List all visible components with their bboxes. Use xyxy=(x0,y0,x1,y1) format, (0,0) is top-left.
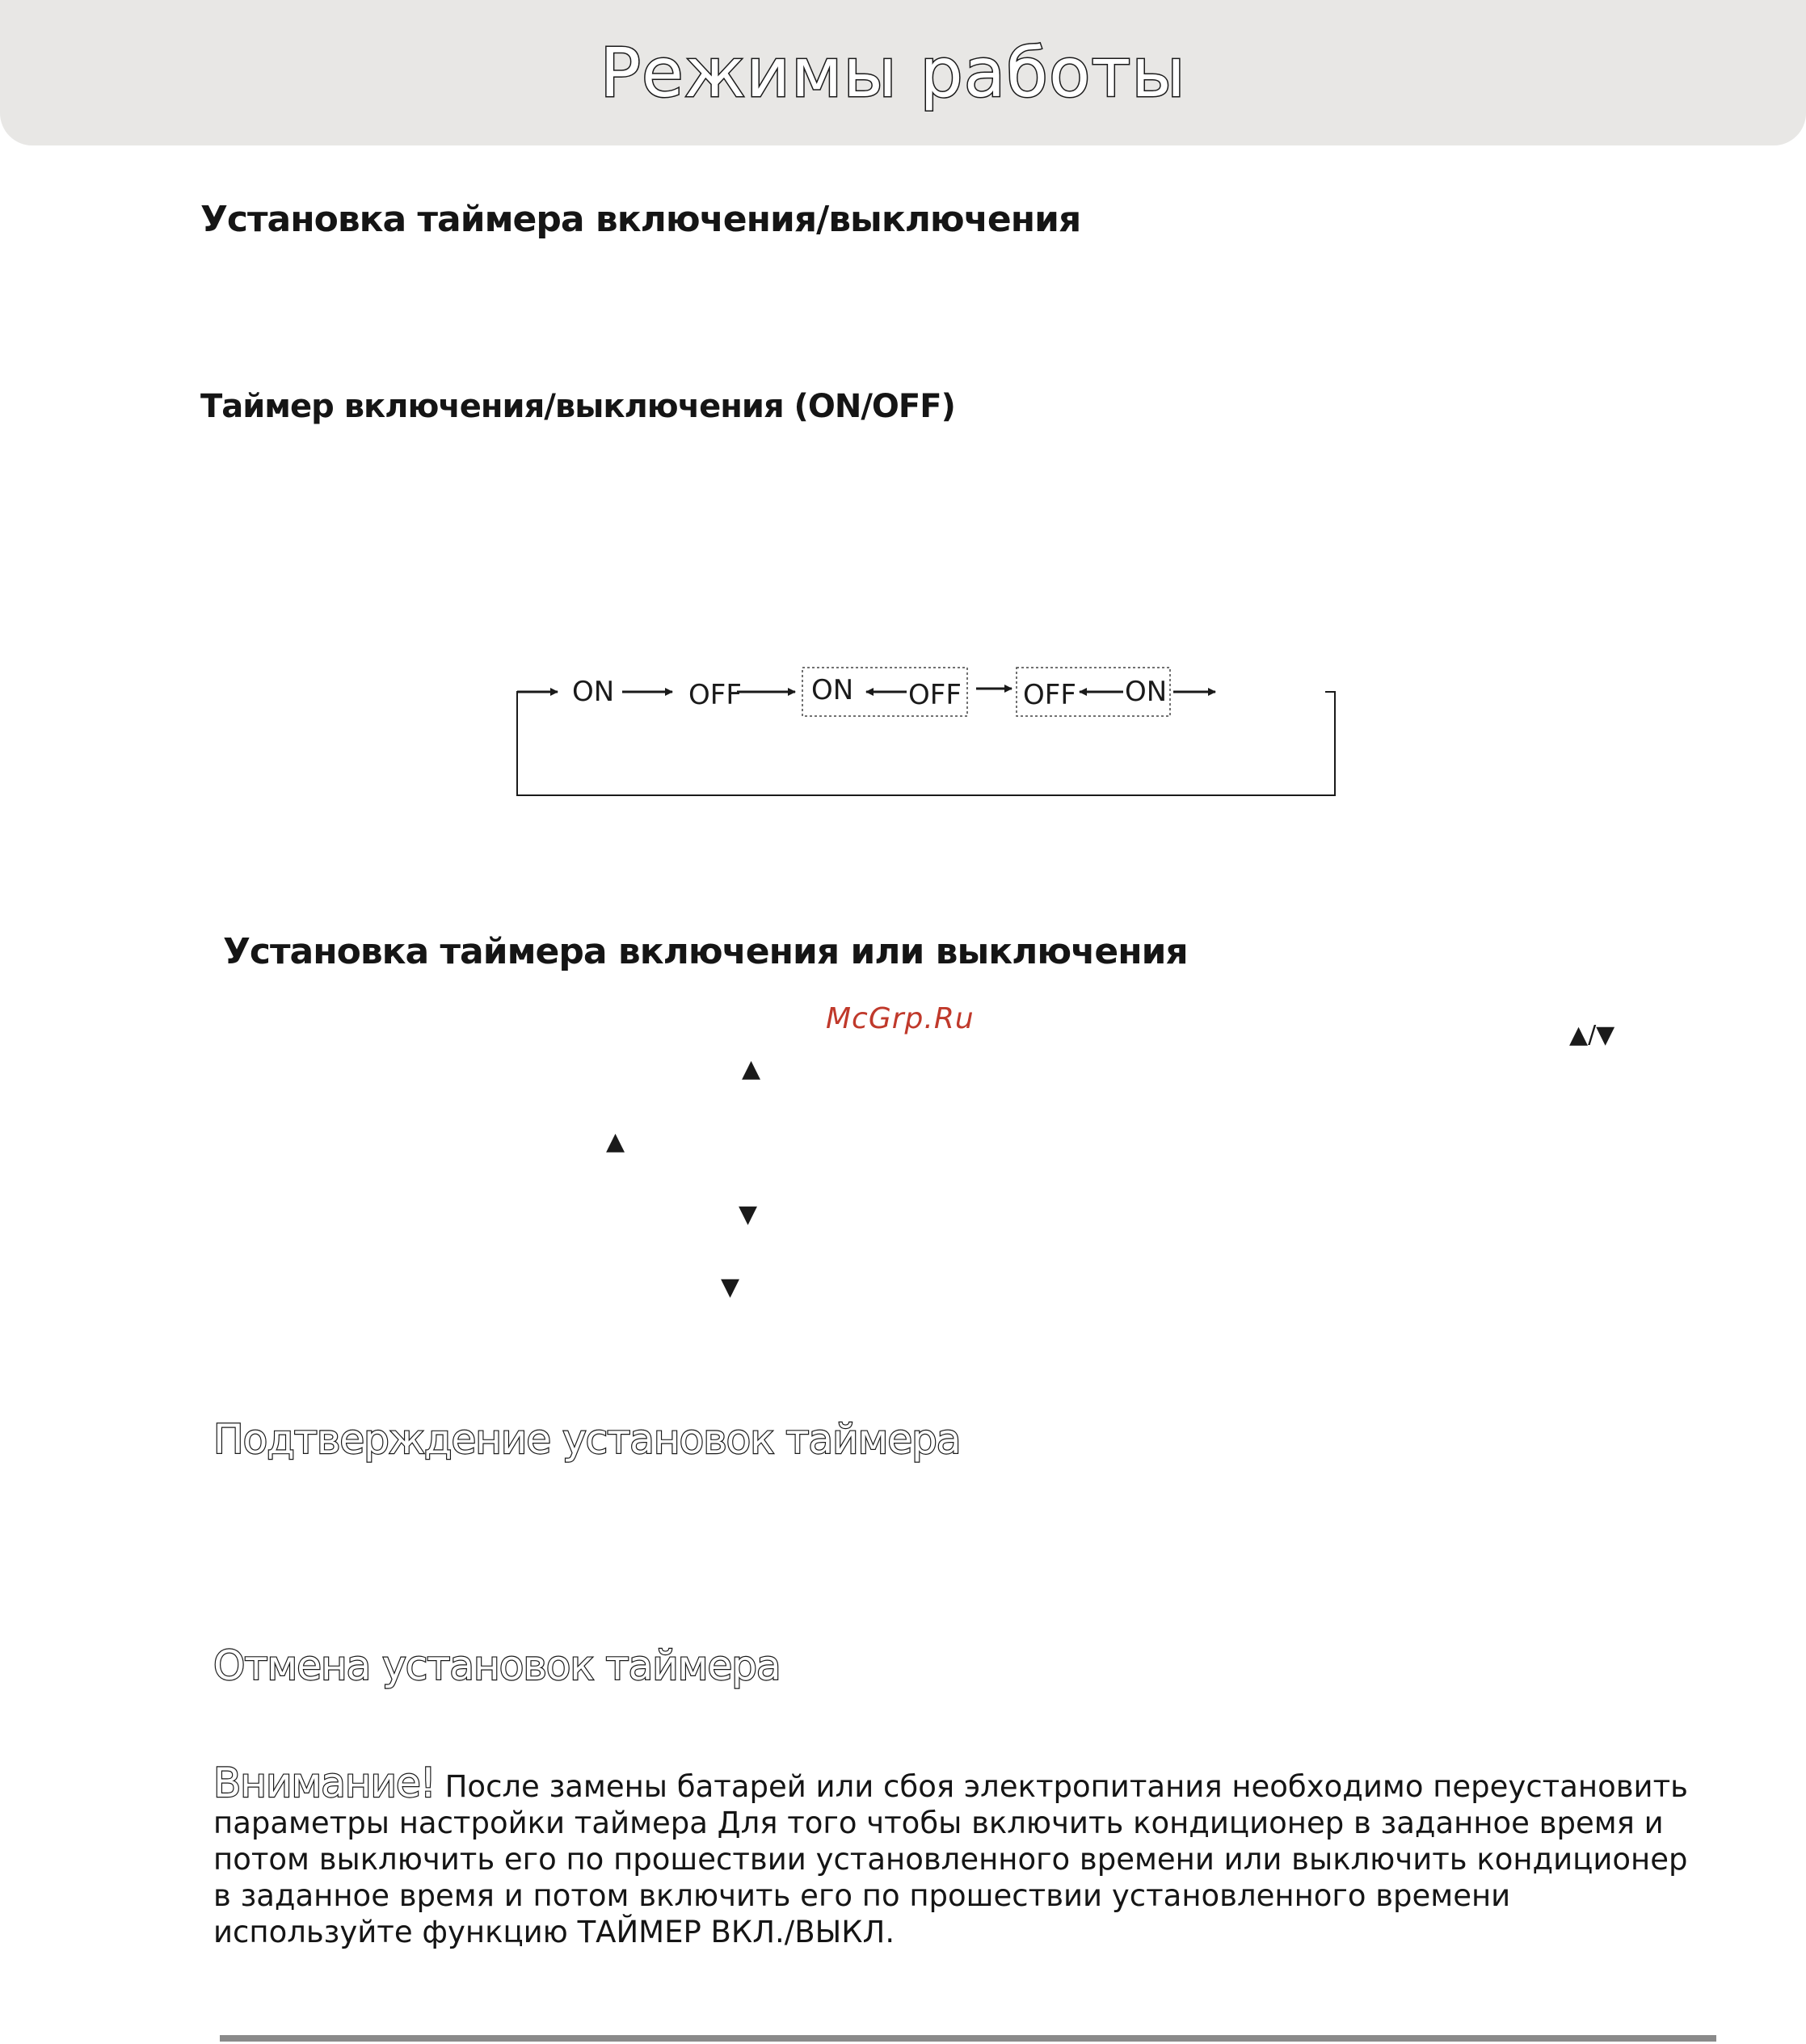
diagram-on-label: ON xyxy=(572,676,615,708)
warning-label: Внимание! xyxy=(213,1760,436,1806)
heading-timer-on-off: Таймер включения/выключения (ON/OFF) xyxy=(200,388,955,425)
down-triangle-icon: ▼ xyxy=(721,1273,740,1301)
bottom-divider xyxy=(220,2035,1716,2042)
diagram-off-label: OFF xyxy=(688,679,742,711)
up-triangle-icon: ▲ xyxy=(606,1127,625,1156)
page-title: Режимы работы xyxy=(600,33,1186,112)
box1-off-label: OFF xyxy=(908,679,962,711)
box2-on-label: ON xyxy=(1125,676,1168,708)
box2-off-label: OFF xyxy=(1023,679,1076,711)
up-down-arrows-icon: ▲/▼ xyxy=(1569,1021,1615,1049)
heading-timer-on-or-off: Установка таймера включения или выключения xyxy=(223,931,1188,972)
down-triangle-icon: ▼ xyxy=(739,1200,758,1229)
up-triangle-icon: ▲ xyxy=(742,1055,761,1083)
heading-timer-setup: Установка таймера включения/выключения xyxy=(200,199,1081,240)
warning-text: После замены батарей или сбоя электропитания необходимо переустановить параметры настройки таймера Для того чтобы включить кондиционер в заданное время и потом выключить его по прошествии установленного времени или выключить кондиционер в заданное время и потом включить его по прошествии установленного времени используйте функцию ТАЙМЕР ВКЛ./ВЫКЛ. xyxy=(213,1769,1688,1949)
timer-cycle-diagram xyxy=(501,663,1341,808)
heading-cancel-timer: Отмена установок таймера xyxy=(213,1642,781,1689)
heading-confirm-timer: Подтверждение установок таймера xyxy=(213,1416,961,1463)
watermark-text: McGrp.Ru xyxy=(826,1002,975,1035)
box1-on-label: ON xyxy=(811,674,854,706)
warning-paragraph xyxy=(213,1760,1692,1950)
